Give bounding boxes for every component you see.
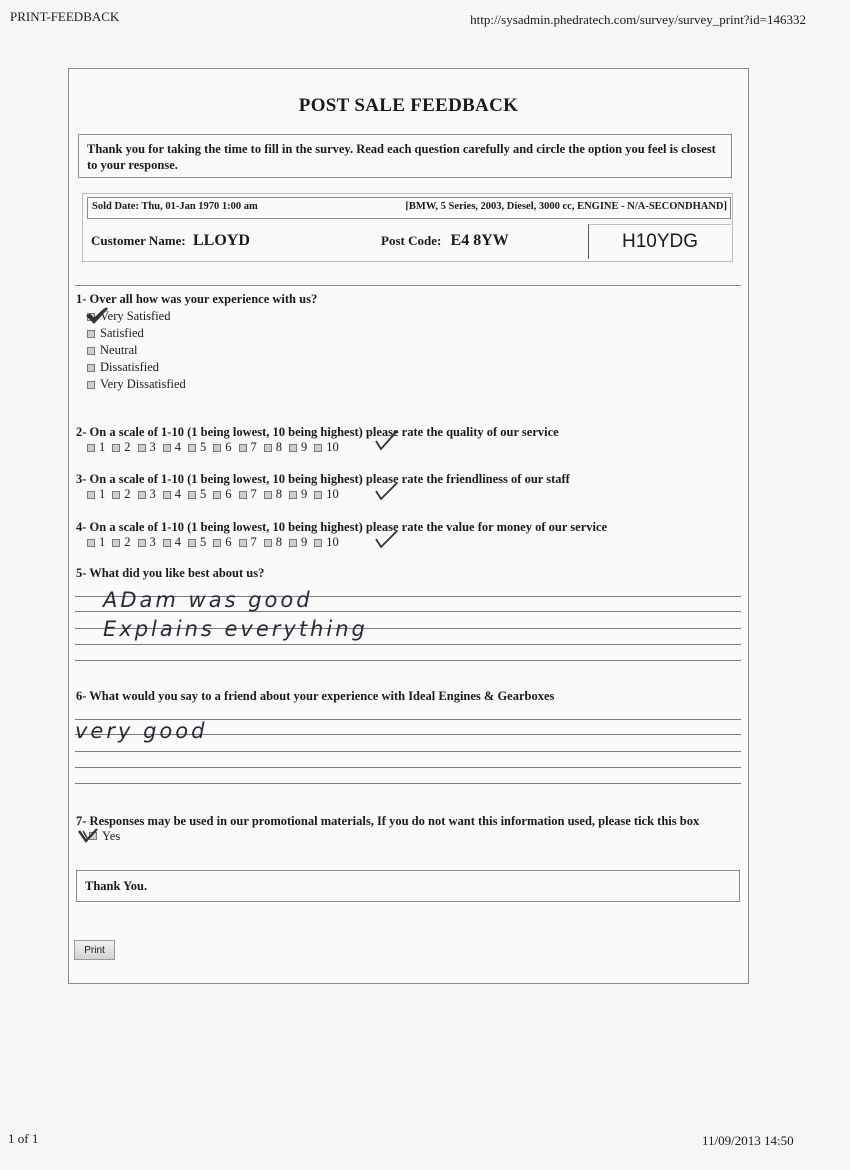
scale-label: 3 — [149, 535, 156, 549]
question-5: 5- What did you like best about us? — [76, 566, 265, 580]
checkbox[interactable] — [163, 491, 171, 499]
checkbox[interactable] — [112, 539, 120, 547]
checkbox[interactable] — [314, 444, 322, 452]
handwritten-answer-5-line-2: Explains everything — [103, 617, 368, 641]
scale-label: 8 — [275, 535, 282, 549]
option-label: Dissatisfied — [100, 360, 160, 374]
checkbox[interactable] — [239, 539, 247, 547]
option-label: Very Dissatisfied — [100, 377, 186, 391]
scale-option-1[interactable] — [87, 535, 105, 550]
checkbox[interactable] — [213, 491, 221, 499]
checkbox[interactable] — [314, 539, 322, 547]
scale-label: 8 — [275, 487, 282, 501]
checkbox[interactable] — [87, 347, 95, 355]
scale-option-7[interactable] — [239, 440, 257, 455]
checkbox[interactable] — [87, 364, 95, 372]
question-4: 4- On a scale of 1-10 (1 being lowest, 10 being highest) please rate the value for money of our service — [76, 520, 608, 534]
option-label: Neutral — [100, 343, 138, 357]
sale-info-row — [87, 197, 731, 219]
answer-line — [75, 767, 741, 768]
option-yes[interactable] — [89, 829, 120, 844]
scale-label: 7 — [250, 487, 257, 501]
checkbox[interactable] — [289, 491, 297, 499]
scale-label: 1 — [99, 535, 106, 549]
post-code-value: E4 8YW — [450, 232, 509, 249]
checkbox[interactable] — [112, 491, 120, 499]
scale-label: 5 — [200, 440, 207, 454]
thank-you-box: Thank You. — [76, 870, 740, 902]
option-label: Very Satisfied — [100, 309, 171, 323]
scale-label: 6 — [225, 487, 232, 501]
sale-details-box — [82, 193, 733, 262]
scale-label: 2 — [124, 440, 131, 454]
scale-option-3[interactable] — [138, 440, 156, 455]
question-2-scale — [87, 440, 346, 455]
scale-option-6[interactable] — [213, 440, 231, 455]
scale-option-10[interactable] — [314, 535, 339, 550]
option-label: Satisfied — [100, 326, 144, 340]
checkbox[interactable] — [239, 491, 247, 499]
scale-label: 6 — [225, 535, 232, 549]
scale-label: 8 — [275, 440, 282, 454]
scale-label: 5 — [200, 487, 207, 501]
scale-option-9[interactable] — [289, 440, 307, 455]
scale-option-7[interactable] — [239, 487, 257, 502]
scale-label: 1 — [99, 440, 106, 454]
scale-option-5[interactable] — [188, 487, 206, 502]
scale-option-3[interactable] — [138, 535, 156, 550]
checkbox[interactable] — [87, 381, 95, 389]
scale-label: 9 — [301, 535, 308, 549]
scale-label: 7 — [250, 440, 257, 454]
scale-option-5[interactable] — [188, 535, 206, 550]
scale-option-2[interactable] — [112, 487, 130, 502]
scale-label: 4 — [174, 487, 181, 501]
checkbox[interactable] — [138, 444, 146, 452]
post-code-label: Post Code: — [381, 233, 442, 248]
checkbox[interactable] — [87, 491, 95, 499]
print-button[interactable]: Print — [74, 940, 115, 960]
scale-option-8[interactable] — [264, 535, 282, 550]
scale-option-2[interactable] — [112, 535, 130, 550]
page-title: POST SALE FEEDBACK — [298, 95, 519, 116]
scale-option-4[interactable] — [163, 535, 181, 550]
checkbox[interactable] — [239, 444, 247, 452]
scale-label: 4 — [174, 440, 181, 454]
handwritten-answer-6: very good — [75, 719, 208, 743]
checkbox[interactable] — [89, 832, 97, 840]
checkbox[interactable] — [213, 444, 221, 452]
checkbox[interactable] — [87, 539, 95, 547]
scale-label: 2 — [124, 487, 131, 501]
question-2: 2- On a scale of 1-10 (1 being lowest, 10 being highest) please rate the quality of our service — [76, 425, 559, 439]
question-7: 7- Responses may be used in our promotional materials, If you do not want this information used, please tick this box — [76, 814, 700, 828]
question-3-scale — [87, 487, 346, 502]
customer-name-value: LLOYD — [192, 232, 250, 249]
checkbox[interactable] — [264, 539, 272, 547]
checkbox[interactable] — [163, 444, 171, 452]
scale-label: 10 — [326, 535, 339, 549]
checkbox[interactable] — [314, 491, 322, 499]
checkbox[interactable] — [87, 330, 95, 338]
scale-option-6[interactable] — [213, 535, 231, 550]
scale-option-8[interactable] — [264, 440, 282, 455]
scale-option-1[interactable] — [87, 487, 105, 502]
scale-option-5[interactable] — [188, 440, 206, 455]
checkbox[interactable] — [188, 539, 196, 547]
checkbox[interactable] — [264, 444, 272, 452]
checkbox[interactable] — [138, 539, 146, 547]
checkbox[interactable] — [163, 539, 171, 547]
survey-sheet — [68, 68, 749, 984]
scale-option-2[interactable] — [112, 440, 130, 455]
checkbox[interactable] — [87, 444, 95, 452]
scale-option-4[interactable] — [163, 487, 181, 502]
scale-label: 9 — [301, 440, 308, 454]
vehicle-details: [BMW, 5 Series, 2003, Diesel, 3000 cc, ENGINE - N/A-SECONDHAND] — [405, 201, 727, 212]
question-1-options — [87, 308, 186, 393]
option-neutral[interactable] — [87, 342, 186, 359]
scale-label: 2 — [124, 535, 131, 549]
option-very-dissatisfied[interactable] — [87, 376, 186, 393]
answer-line — [75, 660, 741, 661]
option-very-satisfied[interactable] — [87, 308, 186, 325]
scale-label: 1 — [99, 487, 106, 501]
post-code — [381, 232, 509, 250]
scale-label: 4 — [174, 535, 181, 549]
print-header-url: http://sysadmin.phedratech.com/survey/survey_print?id=146332 — [470, 12, 806, 27]
scale-option-3[interactable] — [138, 487, 156, 502]
registration-plate: H10YDG — [588, 224, 731, 259]
scale-label: 5 — [200, 535, 207, 549]
scale-label: 10 — [326, 487, 339, 501]
checkbox[interactable] — [188, 491, 196, 499]
checkbox[interactable] — [264, 491, 272, 499]
customer-name-label: Customer Name: — [91, 233, 186, 248]
scale-label: 9 — [301, 487, 308, 501]
scale-option-9[interactable] — [289, 487, 307, 502]
checkbox[interactable] — [188, 444, 196, 452]
question-6: 6- What would you say to a friend about your experience with Ideal Engines & Gearboxes — [76, 689, 555, 703]
scale-option-9[interactable] — [289, 535, 307, 550]
checkbox[interactable] — [289, 444, 297, 452]
question-1: 1- Over all how was your experience with us? — [76, 292, 318, 306]
scale-option-10[interactable] — [314, 487, 339, 502]
scale-option-1[interactable] — [87, 440, 105, 455]
answer-line — [75, 751, 741, 752]
question-4-scale — [87, 535, 346, 550]
customer-name — [91, 232, 250, 250]
scale-label: 7 — [250, 535, 257, 549]
intro-box: Thank you for taking the time to fill in the survey. Read each question carefully and circle the option you feel is closest to your response. — [78, 134, 732, 178]
divider — [75, 285, 741, 286]
option-label: Yes — [102, 829, 121, 843]
checkbox[interactable] — [138, 491, 146, 499]
page-number: 1 of 1 — [8, 1131, 39, 1146]
scale-option-4[interactable] — [163, 440, 181, 455]
print-header-left: PRINT-FEEDBACK — [10, 9, 120, 24]
answer-line — [75, 644, 741, 645]
scale-option-10[interactable] — [314, 440, 339, 455]
scale-label: 10 — [326, 440, 339, 454]
sold-date: Sold Date: Thu, 01-Jan 1970 1:00 am — [92, 201, 258, 212]
checkbox[interactable] — [213, 539, 221, 547]
checkbox[interactable] — [289, 539, 297, 547]
scale-label: 3 — [149, 487, 156, 501]
scale-option-7[interactable] — [239, 535, 257, 550]
scale-option-6[interactable] — [213, 487, 231, 502]
print-datetime: 11/09/2013 14:50 — [702, 1133, 794, 1148]
answer-line — [75, 783, 741, 784]
scale-option-8[interactable] — [264, 487, 282, 502]
option-dissatisfied[interactable] — [87, 359, 186, 376]
scale-label: 6 — [225, 440, 232, 454]
handwritten-answer-5-line-1: ADam was good — [103, 588, 313, 612]
scale-label: 3 — [149, 440, 156, 454]
option-satisfied[interactable] — [87, 325, 186, 342]
checkbox[interactable] — [87, 313, 95, 321]
checkbox[interactable] — [112, 444, 120, 452]
question-3: 3- On a scale of 1-10 (1 being lowest, 10 being highest) please rate the friendliness of our staff — [76, 472, 570, 486]
